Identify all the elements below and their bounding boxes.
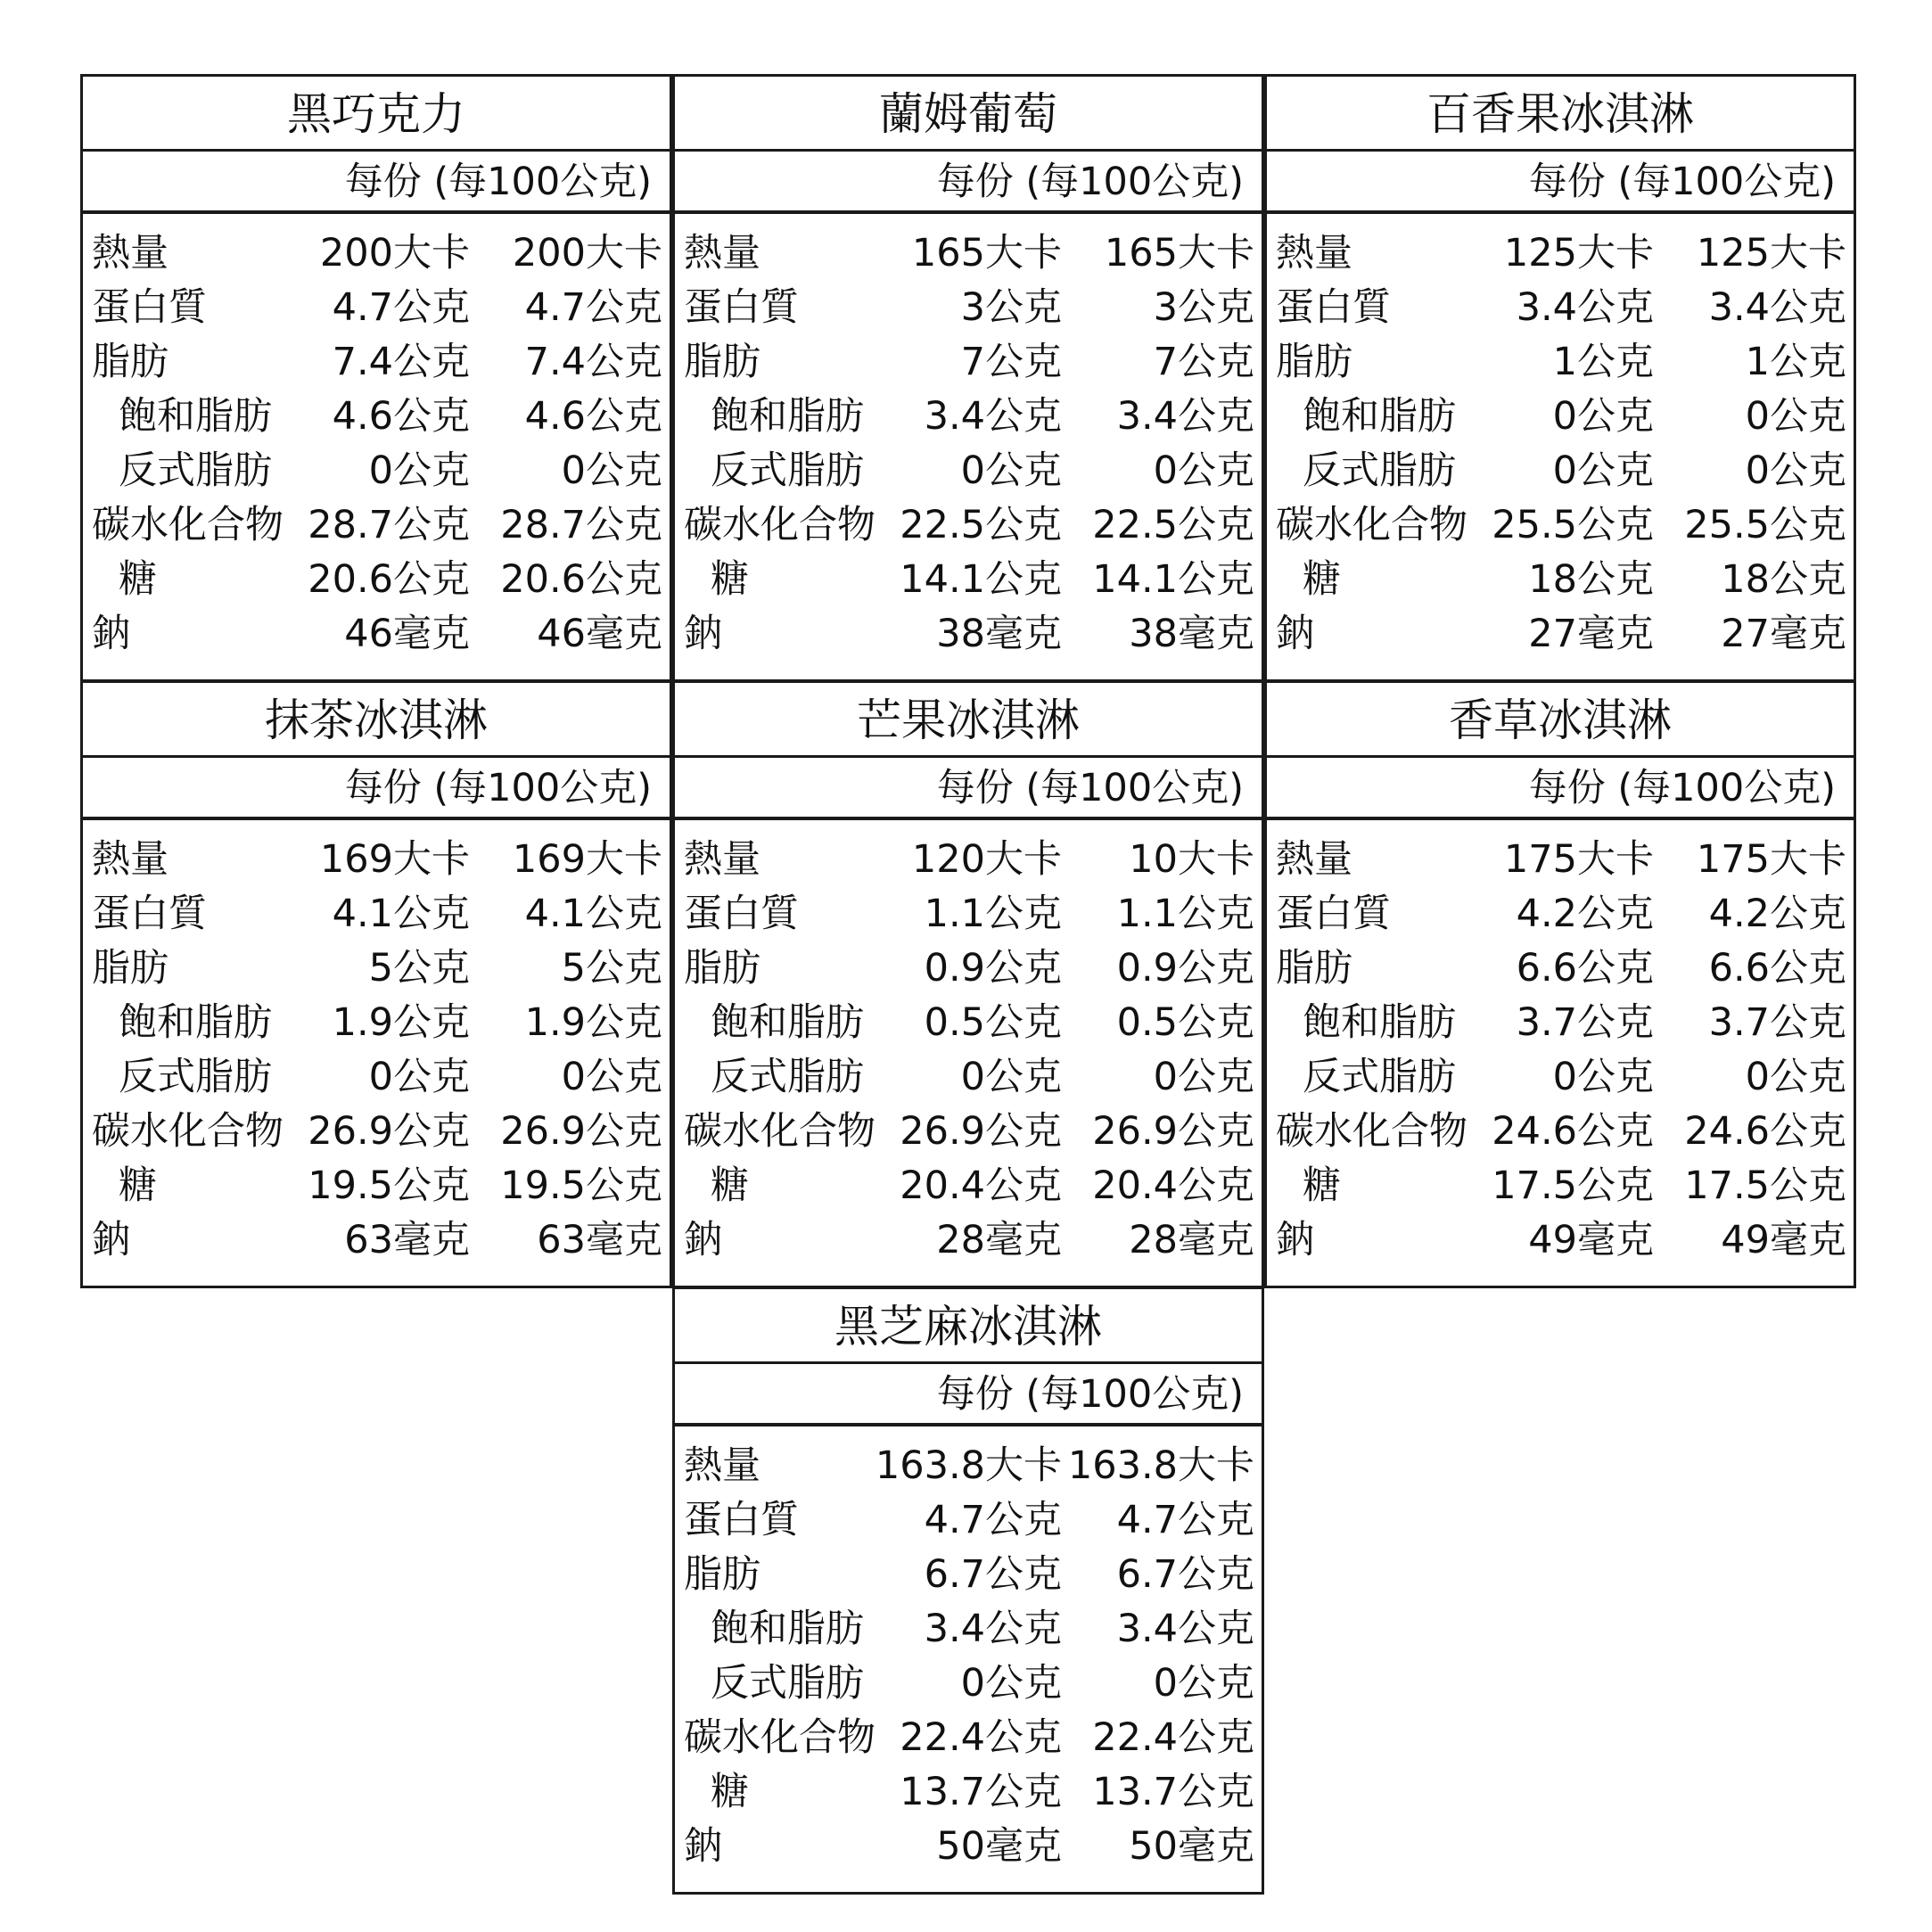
nutrient-row-sodium [1267, 1213, 1854, 1268]
nutrient-row-protein [675, 1493, 1262, 1548]
nutrient-label: 蛋白質 [92, 892, 207, 936]
nutrient-label: 鈉 [92, 1218, 130, 1262]
nutrient-label: 碳水化合物 [1276, 503, 1467, 547]
per-100g-value: 1.9公克 [524, 1000, 662, 1045]
per-100g-value: 13.7公克 [1092, 1770, 1254, 1814]
nutrient-row-sat-fat [675, 1602, 1262, 1657]
per-serving-value: 175大卡 [1503, 837, 1654, 882]
nutrient-label: 碳水化合物 [684, 1109, 876, 1154]
per-serving-value: 0公克 [368, 1055, 470, 1099]
per-serving-value: 6.7公克 [924, 1552, 1062, 1597]
nutrient-row-carbs [675, 1105, 1262, 1159]
nutrient-row-sugar [1267, 1159, 1854, 1213]
per-serving-value: 0公克 [1552, 1055, 1654, 1099]
nutrient-row-sodium [83, 1213, 670, 1268]
per-100g-value: 49毫克 [1721, 1218, 1846, 1262]
nutrient-row-trans-fat [83, 444, 670, 498]
per-100g-value: 27毫克 [1721, 612, 1846, 656]
nutrient-row-calories [83, 226, 670, 281]
per-100g-value: 4.6公克 [524, 394, 662, 439]
per-serving-value: 0.5公克 [924, 1000, 1062, 1045]
per-100g-value: 3.4公克 [1116, 394, 1254, 439]
serving-header: 每份 (每100公克) [675, 1364, 1262, 1426]
nutrient-label: 鈉 [684, 1218, 722, 1262]
nutrient-row-sodium [675, 607, 1262, 662]
nutrient-label: 反式脂肪 [1303, 1055, 1456, 1099]
nutrient-row-trans-fat [675, 444, 1262, 498]
per-100g-value: 0公克 [1153, 448, 1254, 493]
per-serving-value: 0公克 [960, 1661, 1062, 1706]
per-serving-value: 0公克 [1552, 448, 1654, 493]
nutrient-label: 糖 [1303, 1163, 1341, 1208]
nutrient-label: 糖 [711, 557, 749, 602]
per-serving-value: 24.6公克 [1492, 1109, 1654, 1154]
nutrient-label: 脂肪 [684, 1552, 760, 1597]
per-serving-value: 49毫克 [1528, 1218, 1654, 1262]
nutrient-label: 糖 [711, 1163, 749, 1208]
per-serving-value: 7公克 [960, 340, 1062, 384]
panel-title: 芒果冰淇淋 [675, 683, 1262, 758]
per-100g-value: 6.6公克 [1708, 946, 1846, 991]
nutrient-label: 碳水化合物 [684, 503, 876, 547]
per-serving-value: 163.8大卡 [875, 1443, 1062, 1488]
per-serving-value: 3.4公克 [924, 394, 1062, 439]
per-serving-value: 1.9公克 [332, 1000, 470, 1045]
nutrient-row-fat [83, 941, 670, 996]
per-100g-value: 4.7公克 [1116, 1498, 1254, 1542]
per-serving-value: 0公克 [960, 1055, 1062, 1099]
per-100g-value: 7公克 [1153, 340, 1254, 384]
nutrient-label: 蛋白質 [684, 1498, 799, 1542]
per-serving-value: 200大卡 [319, 231, 470, 275]
nutrient-row-protein [1267, 887, 1854, 941]
per-100g-value: 14.1公克 [1092, 557, 1254, 602]
nutrient-label: 飽和脂肪 [119, 1000, 272, 1045]
nutrient-list [83, 214, 670, 662]
per-100g-value: 26.9公克 [500, 1109, 662, 1154]
per-serving-value: 3公克 [960, 285, 1062, 330]
nutrient-row-calories [1267, 833, 1854, 887]
nutrient-label: 鈉 [1276, 612, 1314, 656]
nutrient-row-carbs [1267, 1105, 1854, 1159]
per-serving-value: 165大卡 [911, 231, 1062, 275]
per-serving-value: 3.4公克 [1516, 285, 1654, 330]
per-serving-value: 20.4公克 [900, 1163, 1062, 1208]
per-100g-value: 5公克 [561, 946, 662, 991]
per-serving-value: 25.5公克 [1492, 503, 1654, 547]
per-serving-value: 22.4公克 [900, 1715, 1062, 1760]
serving-header: 每份 (每100公克) [83, 152, 670, 214]
per-100g-value: 125大卡 [1696, 231, 1846, 275]
nutrient-row-carbs [1267, 498, 1854, 553]
nutrient-label: 熱量 [92, 837, 169, 882]
panel-title: 香草冰淇淋 [1267, 683, 1854, 758]
per-serving-value: 19.5公克 [308, 1163, 470, 1208]
per-serving-value: 1公克 [1552, 340, 1654, 384]
per-serving-value: 4.1公克 [332, 892, 470, 936]
nutrient-row-fat [83, 335, 670, 390]
nutrient-row-sugar [1267, 553, 1854, 607]
nutrient-label: 反式脂肪 [119, 1055, 272, 1099]
per-serving-value: 13.7公克 [900, 1770, 1062, 1814]
nutrient-row-protein [675, 281, 1262, 335]
per-serving-value: 0公克 [960, 448, 1062, 493]
per-100g-value: 0公克 [1745, 394, 1846, 439]
nutrient-row-fat [675, 1548, 1262, 1602]
nutrient-label: 脂肪 [92, 340, 169, 384]
per-serving-value: 38毫克 [936, 612, 1062, 656]
serving-header: 每份 (每100公克) [675, 758, 1262, 820]
per-serving-value: 22.5公克 [900, 503, 1062, 547]
per-100g-value: 200大卡 [512, 231, 662, 275]
per-100g-value: 20.6公克 [500, 557, 662, 602]
nutrient-row-protein [83, 281, 670, 335]
per-serving-value: 125大卡 [1503, 231, 1654, 275]
nutrient-label: 鈉 [684, 612, 722, 656]
nutrient-list [675, 820, 1262, 1268]
nutrient-row-calories [83, 833, 670, 887]
per-serving-value: 4.7公克 [924, 1498, 1062, 1542]
per-serving-value: 120大卡 [911, 837, 1062, 882]
nutrient-label: 熱量 [684, 231, 760, 275]
per-100g-value: 46毫克 [537, 612, 662, 656]
per-serving-value: 26.9公克 [308, 1109, 470, 1154]
nutrient-row-protein [1267, 281, 1854, 335]
per-serving-value: 14.1公克 [900, 557, 1062, 602]
nutrient-row-sugar [675, 1159, 1262, 1213]
nutrient-row-trans-fat [675, 1657, 1262, 1711]
nutrient-list [83, 820, 670, 1268]
nutrient-row-sat-fat [83, 390, 670, 444]
per-serving-value: 28毫克 [936, 1218, 1062, 1262]
nutrient-label: 熱量 [684, 837, 760, 882]
panel-title: 黑巧克力 [83, 77, 670, 152]
nutrient-label: 飽和脂肪 [711, 394, 864, 439]
per-100g-value: 175大卡 [1696, 837, 1846, 882]
nutrient-label: 碳水化合物 [92, 503, 284, 547]
nutrient-row-trans-fat [83, 1050, 670, 1105]
nutrition-panel-rum-raisin [672, 74, 1264, 682]
nutrition-panel-dark-chocolate [80, 74, 672, 682]
nutrient-row-sodium [675, 1213, 1262, 1268]
nutrient-row-calories [1267, 226, 1854, 281]
nutrient-label: 反式脂肪 [711, 448, 864, 493]
per-100g-value: 1公克 [1745, 340, 1846, 384]
per-100g-value: 63毫克 [537, 1218, 662, 1262]
nutrient-row-calories [675, 833, 1262, 887]
panel-title: 百香果冰淇淋 [1267, 77, 1854, 152]
nutrient-row-sodium [83, 607, 670, 662]
nutrient-label: 飽和脂肪 [1303, 1000, 1456, 1045]
nutrient-label: 飽和脂肪 [711, 1000, 864, 1045]
nutrient-list [1267, 214, 1854, 662]
per-serving-value: 0公克 [368, 448, 470, 493]
nutrient-label: 反式脂肪 [119, 448, 272, 493]
nutrient-label: 熱量 [684, 1443, 760, 1488]
per-serving-value: 17.5公克 [1492, 1163, 1654, 1208]
nutrient-row-sat-fat [1267, 996, 1854, 1050]
per-100g-value: 18公克 [1721, 557, 1846, 602]
per-serving-value: 20.6公克 [308, 557, 470, 602]
nutrient-row-trans-fat [1267, 444, 1854, 498]
nutrient-label: 碳水化合物 [1276, 1109, 1467, 1154]
per-100g-value: 3公克 [1153, 285, 1254, 330]
per-100g-value: 0公克 [1153, 1055, 1254, 1099]
nutrient-label: 脂肪 [684, 946, 760, 991]
nutrient-row-sugar [83, 553, 670, 607]
nutrient-label: 碳水化合物 [684, 1715, 876, 1760]
per-100g-value: 4.2公克 [1708, 892, 1846, 936]
per-serving-value: 18公克 [1528, 557, 1654, 602]
per-100g-value: 0公克 [561, 448, 662, 493]
nutrient-label: 反式脂肪 [711, 1661, 864, 1706]
per-100g-value: 0.5公克 [1116, 1000, 1254, 1045]
per-serving-value: 27毫克 [1528, 612, 1654, 656]
nutrient-row-carbs [83, 1105, 670, 1159]
per-serving-value: 4.2公克 [1516, 892, 1654, 936]
per-100g-value: 4.1公克 [524, 892, 662, 936]
per-100g-value: 25.5公克 [1684, 503, 1846, 547]
per-100g-value: 7.4公克 [524, 340, 662, 384]
per-100g-value: 22.5公克 [1092, 503, 1254, 547]
per-100g-value: 0公克 [1153, 1661, 1254, 1706]
per-serving-value: 4.7公克 [332, 285, 470, 330]
per-100g-value: 20.4公克 [1092, 1163, 1254, 1208]
nutrient-row-sugar [83, 1159, 670, 1213]
nutrient-label: 脂肪 [92, 946, 169, 991]
nutrient-label: 飽和脂肪 [711, 1607, 864, 1651]
nutrient-list [1267, 820, 1854, 1268]
per-100g-value: 28毫克 [1129, 1218, 1254, 1262]
per-100g-value: 24.6公克 [1684, 1109, 1846, 1154]
per-100g-value: 22.4公克 [1092, 1715, 1254, 1760]
per-100g-value: 10大卡 [1129, 837, 1254, 882]
nutrient-row-sat-fat [83, 996, 670, 1050]
nutrient-row-sat-fat [675, 996, 1262, 1050]
nutrient-row-calories [675, 226, 1262, 281]
panel-title: 黑芝麻冰淇淋 [675, 1289, 1262, 1364]
per-serving-value: 1.1公克 [924, 892, 1062, 936]
nutrient-label: 熱量 [1276, 837, 1352, 882]
nutrient-row-calories [675, 1439, 1262, 1493]
nutrient-row-sodium [675, 1820, 1262, 1874]
per-100g-value: 0公克 [1745, 448, 1846, 493]
nutrient-row-sugar [675, 1765, 1262, 1820]
serving-header: 每份 (每100公克) [1267, 758, 1854, 820]
nutrient-label: 蛋白質 [684, 285, 799, 330]
nutrient-label: 反式脂肪 [1303, 448, 1456, 493]
per-100g-value: 4.7公克 [524, 285, 662, 330]
per-serving-value: 6.6公克 [1516, 946, 1654, 991]
nutrient-row-fat [675, 335, 1262, 390]
nutrient-label: 飽和脂肪 [1303, 394, 1456, 439]
nutrient-label: 脂肪 [1276, 340, 1352, 384]
nutrient-label: 反式脂肪 [711, 1055, 864, 1099]
nutrient-label: 脂肪 [684, 340, 760, 384]
nutrient-label: 糖 [119, 1163, 157, 1208]
nutrient-row-carbs [83, 498, 670, 553]
per-serving-value: 63毫克 [344, 1218, 470, 1262]
nutrient-label: 鈉 [1276, 1218, 1314, 1262]
per-serving-value: 5公克 [368, 946, 470, 991]
nutrient-row-trans-fat [1267, 1050, 1854, 1105]
per-100g-value: 19.5公克 [500, 1163, 662, 1208]
nutrient-label: 蛋白質 [1276, 892, 1391, 936]
per-100g-value: 0公克 [1745, 1055, 1846, 1099]
nutrient-label: 飽和脂肪 [119, 394, 272, 439]
per-100g-value: 165大卡 [1104, 231, 1254, 275]
nutrient-row-sodium [1267, 607, 1854, 662]
nutrient-list [675, 214, 1262, 662]
nutrient-row-carbs [675, 1711, 1262, 1765]
per-serving-value: 50毫克 [936, 1824, 1062, 1869]
panel-title: 蘭姆葡萄 [675, 77, 1262, 152]
per-100g-value: 3.4公克 [1116, 1607, 1254, 1651]
nutrient-row-sat-fat [675, 390, 1262, 444]
nutrient-label: 熱量 [92, 231, 169, 275]
nutrient-label: 糖 [1303, 557, 1341, 602]
per-serving-value: 169大卡 [319, 837, 470, 882]
per-100g-value: 50毫克 [1129, 1824, 1254, 1869]
per-100g-value: 3.4公克 [1708, 285, 1846, 330]
per-serving-value: 7.4公克 [332, 340, 470, 384]
serving-header: 每份 (每100公克) [83, 758, 670, 820]
per-serving-value: 4.6公克 [332, 394, 470, 439]
nutrient-label: 碳水化合物 [92, 1109, 284, 1154]
per-100g-value: 0公克 [561, 1055, 662, 1099]
nutrient-row-carbs [675, 498, 1262, 553]
per-100g-value: 1.1公克 [1116, 892, 1254, 936]
nutrient-label: 鈉 [684, 1824, 722, 1869]
nutrition-panel-passion-fruit [1264, 74, 1856, 682]
per-100g-value: 26.9公克 [1092, 1109, 1254, 1154]
serving-header: 每份 (每100公克) [675, 152, 1262, 214]
per-serving-value: 3.7公克 [1516, 1000, 1654, 1045]
per-100g-value: 163.8大卡 [1067, 1443, 1254, 1488]
per-100g-value: 38毫克 [1129, 612, 1254, 656]
nutrition-panel-vanilla [1264, 680, 1856, 1288]
per-serving-value: 0公克 [1552, 394, 1654, 439]
nutrient-label: 脂肪 [1276, 946, 1352, 991]
serving-header: 每份 (每100公克) [1267, 152, 1854, 214]
nutrient-label: 蛋白質 [684, 892, 799, 936]
panel-title: 抹茶冰淇淋 [83, 683, 670, 758]
nutrient-label: 熱量 [1276, 231, 1352, 275]
nutrient-list [675, 1426, 1262, 1874]
nutrient-row-protein [83, 887, 670, 941]
per-100g-value: 0.9公克 [1116, 946, 1254, 991]
nutrient-label: 糖 [711, 1770, 749, 1814]
per-100g-value: 169大卡 [512, 837, 662, 882]
per-serving-value: 0.9公克 [924, 946, 1062, 991]
per-100g-value: 17.5公克 [1684, 1163, 1846, 1208]
per-100g-value: 28.7公克 [500, 503, 662, 547]
per-100g-value: 3.7公克 [1708, 1000, 1846, 1045]
per-serving-value: 46毫克 [344, 612, 470, 656]
nutrition-panel-matcha [80, 680, 672, 1288]
nutrient-row-trans-fat [675, 1050, 1262, 1105]
nutrient-row-fat [1267, 941, 1854, 996]
nutrient-row-sugar [675, 553, 1262, 607]
nutrient-row-fat [675, 941, 1262, 996]
nutrient-label: 糖 [119, 557, 157, 602]
nutrient-row-sat-fat [1267, 390, 1854, 444]
nutrient-row-fat [1267, 335, 1854, 390]
nutrient-row-protein [675, 887, 1262, 941]
nutrient-label: 蛋白質 [92, 285, 207, 330]
nutrient-label: 鈉 [92, 612, 130, 656]
per-serving-value: 3.4公克 [924, 1607, 1062, 1651]
nutrition-panel-black-sesame [672, 1287, 1264, 1895]
per-100g-value: 6.7公克 [1116, 1552, 1254, 1597]
per-serving-value: 28.7公克 [308, 503, 470, 547]
nutrition-panel-mango [672, 680, 1264, 1288]
nutrient-label: 蛋白質 [1276, 285, 1391, 330]
per-serving-value: 26.9公克 [900, 1109, 1062, 1154]
